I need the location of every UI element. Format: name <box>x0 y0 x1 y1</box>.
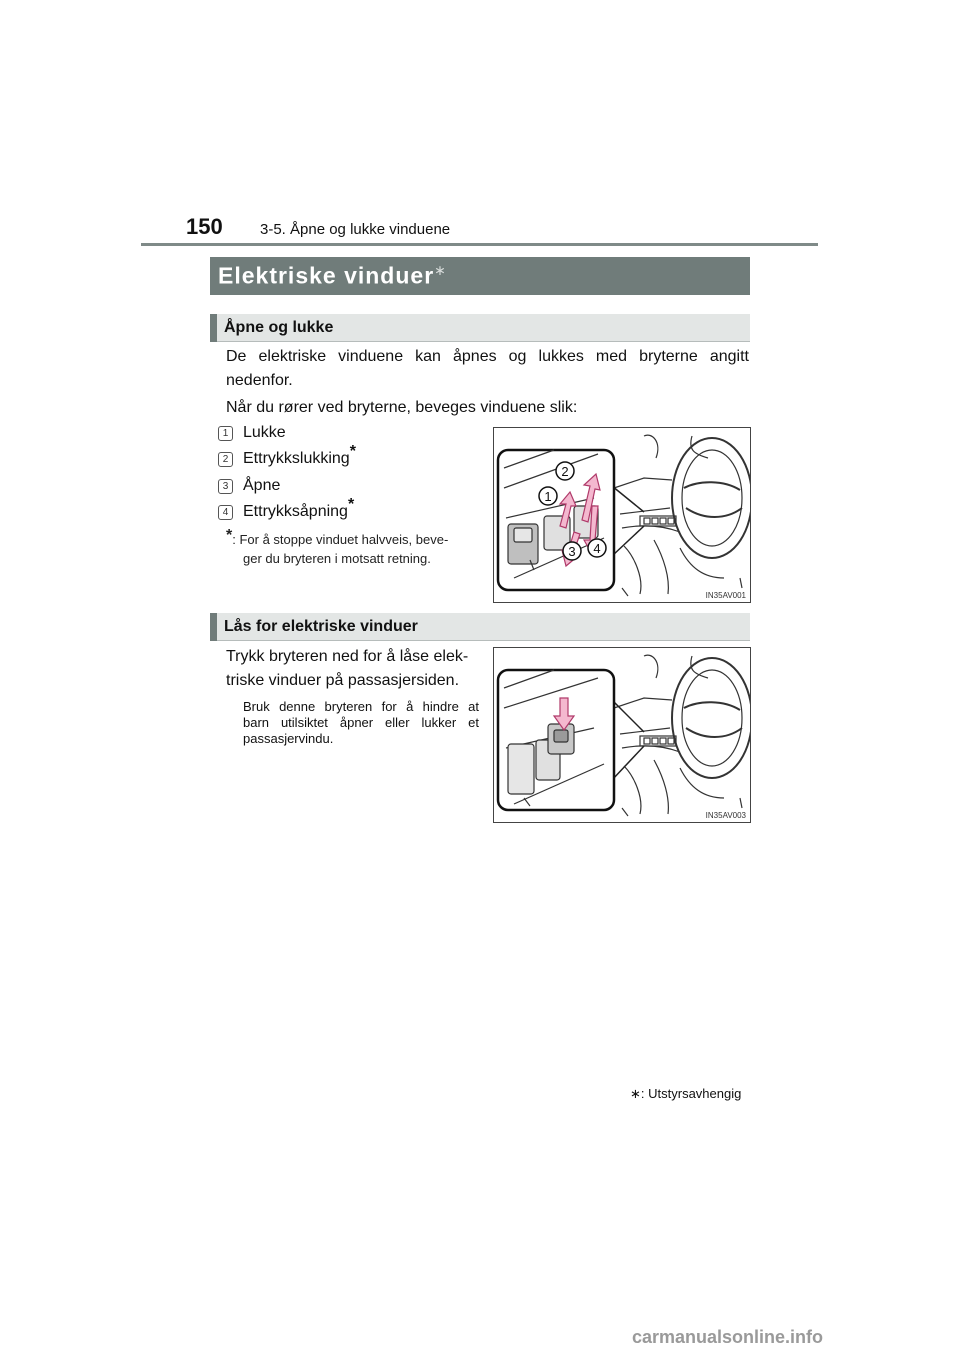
item-asterisk: * <box>349 443 356 460</box>
section-title <box>218 262 447 290</box>
footnote <box>630 1086 741 1102</box>
note-line-2: ger du bryteren i motsatt retning. <box>243 551 431 566</box>
callout-4: 4 <box>593 541 601 556</box>
note-asterisk: * <box>226 527 233 544</box>
lock-note-line-3: passasjervindu. <box>243 731 334 746</box>
figure-code-1: IN35AV001 <box>705 591 746 600</box>
item-label-4 <box>243 496 355 521</box>
callout-1: 1 <box>544 489 552 504</box>
item-label-1 <box>243 424 286 442</box>
chapter-title: 3-5. Åpne og lukke vinduene <box>260 221 451 238</box>
subheading-lock: Lås for elektriske vinduer <box>224 618 418 635</box>
figure-window-lock-switch <box>493 647 751 823</box>
figure-window-lock-illustration <box>494 648 750 822</box>
figure-window-switches-illustration <box>494 428 750 602</box>
watermark: carmanualsonline.info <box>632 1327 824 1347</box>
page-number: 150 <box>186 214 223 239</box>
item-number-4: 4 <box>218 505 233 520</box>
section-title-text: Elektriske vinduer <box>218 262 435 289</box>
item-number-3: 3 <box>218 479 233 494</box>
lock-text-line-2: triske vinduer på passasjersiden. <box>226 672 460 689</box>
footnote-text: : Utstyrsavhengig <box>640 1086 742 1101</box>
lock-note-line-2: barn utilsiktet åpner eller lukker et <box>243 715 479 730</box>
intro-line-1: De elektriske vinduene kan åpnes og lukkes med bryterne angitt <box>226 348 749 365</box>
note-text: : For å stoppe vinduet halvveis, beve- <box>232 532 449 547</box>
figure-window-switches <box>493 427 751 603</box>
callout-3: 3 <box>568 544 576 559</box>
lock-note-line-1: Bruk denne bryteren for å hindre at <box>243 699 479 714</box>
note-line-1 <box>226 527 449 549</box>
header-rule <box>141 243 818 246</box>
item-text-open: Åpne <box>243 477 281 494</box>
subheading-accent <box>210 314 217 342</box>
intro-line-2: nedenfor. <box>226 372 293 389</box>
item-label-3 <box>243 477 280 495</box>
item-text-close: Lukke <box>243 424 286 441</box>
item-text-one-touch-open: Ettrykksåpning <box>243 503 348 520</box>
item-number-2: 2 <box>218 452 233 467</box>
lock-text-line-1: Trykk bryteren ned for å låse elek- <box>226 648 469 665</box>
item-label-2 <box>243 443 356 468</box>
subheading-accent <box>210 613 217 641</box>
intro-line-3: Når du rører ved bryterne, beveges vinduene slik: <box>226 399 578 416</box>
item-number-1: 1 <box>218 426 233 441</box>
footnote-mark: ∗ <box>630 1086 641 1101</box>
item-asterisk: * <box>347 496 355 513</box>
equipment-mark: ∗ <box>434 262 447 278</box>
item-text-one-touch-close: Ettrykkslukking <box>243 450 350 467</box>
subheading-open-close: Åpne og lukke <box>224 319 334 336</box>
figure-code-2: IN35AV003 <box>705 811 746 820</box>
callout-2: 2 <box>561 464 569 479</box>
